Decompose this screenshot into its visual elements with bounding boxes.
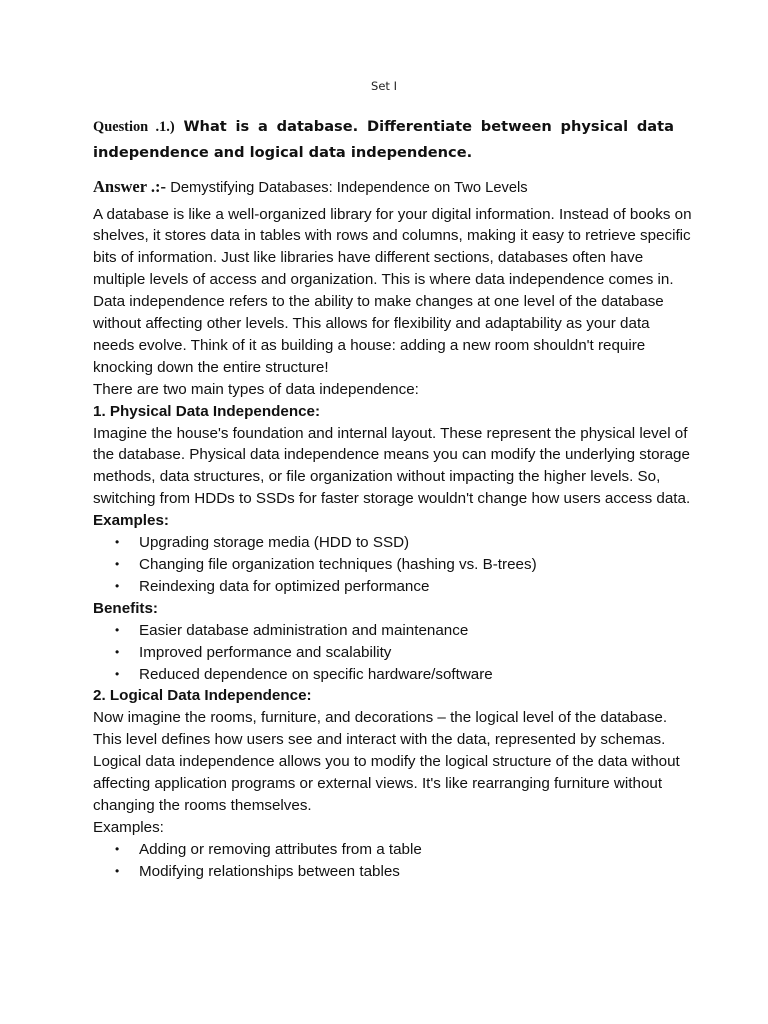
list-item-text: Upgrading storage media (HDD to SSD): [139, 534, 410, 552]
bullet-icon: •: [115, 841, 120, 856]
answer-heading-line: [93, 175, 693, 200]
question-label: Question .1.): [93, 119, 175, 135]
answer-label: Answer .:-: [93, 177, 167, 196]
list-item: [93, 664, 693, 686]
answer-title: Demystifying Databases: Independence on Two Levels: [170, 180, 528, 196]
question-block: [93, 114, 674, 165]
bullet-icon: •: [115, 578, 120, 593]
physical-text: Imagine the house's foundation and internal layout. These represent the physical level of the database. Physical data independence means you can modify the underlying storage methods, data structures, or file organization without impacting the higher levels. So, switching from HDDs to SSDs for faster storage wouldn't change how users access data.: [93, 424, 691, 508]
answer-body: [93, 175, 693, 883]
intro-paragraph-1: A database is like a well-organized library for your digital information. Instead of books on shelves, it stores data in tables with rows and columns, making it easy to retrieve specific bits of information. Just like libraries have different sections, databases often have multiple levels of access and organization. This is where data independence comes in.: [93, 205, 692, 289]
physical-benefits-heading: Benefits:: [93, 599, 158, 617]
list-item-text: Changing file organization techniques (hashing vs. B-trees): [139, 556, 537, 573]
list-item-text: Reduced dependence on specific hardware/software: [139, 665, 493, 683]
bullet-icon: •: [115, 863, 120, 878]
list-item-text: Adding or removing attributes from a table: [139, 840, 422, 858]
bullet-icon: •: [115, 644, 120, 659]
list-item: [93, 861, 693, 883]
list-item: [93, 554, 693, 576]
intro-paragraph-3: There are two main types of data independence:: [93, 380, 419, 398]
list-item-text: Easier database administration and maintenance: [139, 621, 469, 639]
logical-examples-list: [93, 839, 693, 883]
list-item: [93, 620, 693, 642]
physical-benefits-list: [93, 620, 693, 686]
logical-text: Now imagine the rooms, furniture, and decorations – the logical level of the database. This level defines how users see and interact with the data, represented by schemas. Logical data independence allows you to modify the logical structure of the data without affecting application programs or external views. It's like rearranging furniture without changing the rooms themselves.: [93, 709, 680, 814]
question-text: What is a database. Differentiate between physical data independence and logical data independence.: [93, 118, 674, 161]
list-item: [93, 642, 693, 664]
bullet-icon: •: [115, 557, 120, 571]
physical-examples-list: [93, 532, 693, 598]
set-label: Set I: [371, 79, 397, 93]
physical-heading: 1. Physical Data Independence:: [93, 402, 321, 420]
list-item: [93, 839, 693, 861]
list-item-text: Improved performance and scalability: [139, 643, 392, 661]
list-item-text: Modifying relationships between tables: [139, 862, 400, 880]
list-item-text: Reindexing data for optimized performance: [139, 577, 430, 595]
list-item: [93, 532, 693, 554]
bullet-icon: •: [115, 622, 120, 637]
list-item: [93, 576, 693, 598]
bullet-icon: •: [115, 535, 120, 550]
logical-examples-heading: Examples:: [93, 818, 164, 836]
bullet-icon: •: [115, 666, 120, 681]
intro-paragraph-2: Data independence refers to the ability to make changes at one level of the database without affecting other levels. This allows for flexibility and adaptability as your data needs evolve. Think of it as building a house: adding a new room shouldn't require knocking down the entire structure!: [93, 293, 664, 376]
physical-examples-heading: Examples:: [93, 512, 169, 530]
logical-heading: 2. Logical Data Independence:: [93, 687, 312, 705]
